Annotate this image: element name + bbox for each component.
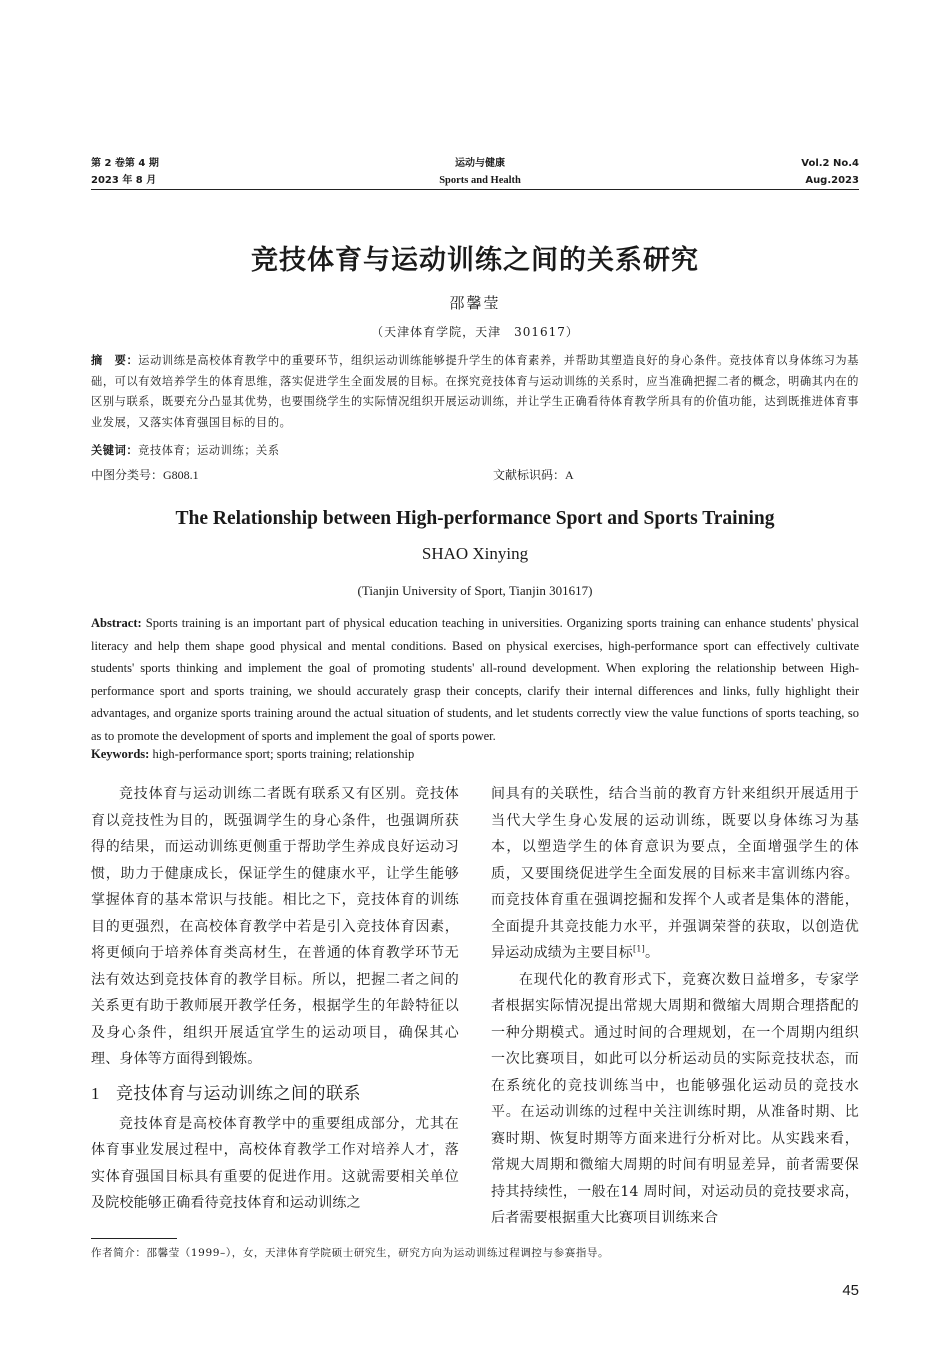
volume-issue-en: Vol.2 No.4	[801, 158, 859, 169]
date-en: Aug.2023	[805, 175, 859, 186]
date-cn: 2023 年 8 月	[91, 175, 157, 186]
author-footnote: 作者简介：邵馨莹（1999–），女，天津体育学院硕士研究生，研究方向为运动训练过程调控与参赛指导。	[91, 1247, 610, 1259]
keywords-en	[91, 747, 414, 762]
paper-title-en: The Relationship between High-performance Sport and Sports Training	[175, 508, 775, 529]
document-code-label: 文献标识码：	[493, 468, 566, 482]
intro-paragraph: 竞技体育与运动训练二者既有联系又有区别。竞技体育以竞技性为目的，既强调学生的身心条件，也强调所获得的结果，而运动训练更侧重于帮助学生养成良好运动习惯，助力于健康成长，保证学生的健康水平，让学生能够掌握体育的基本常识与技能。相比之下，竞技体育的训练目的更强烈，在高校体育教学中若是引入竞技体育因素，将更倾向于培养体育类高材生，在普通的体育教学环节无法有效达到竞技体育的教学目标。所以，把握二者之间的关系更有助于教师展开教学任务，根据学生的年龄特征以及身心条件，组织开展适宜学生的运动项目，确保其心理、身体等方面得到锻炼。	[91, 786, 459, 1067]
affiliation-en: (Tianjin University of Sport, Tianjin 301617)	[357, 583, 593, 598]
header-left	[91, 155, 159, 189]
abstract-en-label: Abstract:	[91, 616, 142, 630]
running-header	[91, 155, 859, 189]
section1-paragraph2: 在现代化的教育形式下，竞赛次数日益增多，专家学者根据实际情况提出常规大周期和微缩大周期合理搭配的一种分期模式。通过时间的合理规划，在一个周期内组织一次比赛项目，如此可以分析运动员的实际竞技状态，而在系统化的竞技训练当中，也能够强化运动员的竞技水平。在运动训练的过程中关注训练时期，从准备时期、比赛时期、恢复时期等方面来进行分析对比。从实践来看，常规大周期和微缩大周期的时间有明显差异，前者需要保持其持续性，一般在14 周时间，对运动员的竞技要求高，后者需要根据重大比赛项目训练来合	[491, 971, 859, 1226]
author-name-cn: 邵馨莹	[449, 294, 501, 312]
paper-title-cn: 竞技体育与运动训练之间的关系研究	[251, 245, 699, 276]
page-number: 45	[842, 1282, 859, 1299]
keywords-en-text: high-performance sport; sports training; relationship	[152, 747, 415, 761]
abstract-cn-label: 摘 要：	[91, 354, 139, 367]
abstract-cn	[91, 351, 859, 433]
header-rule	[91, 189, 859, 190]
section1-paragraph1-end: 。	[644, 945, 660, 961]
classification-label: 中图分类号：	[91, 468, 164, 482]
abstract-cn-text: 运动训练是高校体育教学中的重要环节，组织运动训练能够提升学生的体育素养，并帮助其塑造良好的身心条件。竞技体育以身体练习为基础，可以有效培养学生的体育思维，落实促进学生全面发展的目标。在探究竞技体育与运动训练的关系时，应当准确把握二者的概念，明确其内在的区别与联系，既要充分凸显其优势，也要围绕学生的实际情况组织开展运动训练，并让学生正确看待体育教学所具有的价值功能，达到既推进体育事业发展，又落实体育强国目标的目的。	[91, 354, 859, 429]
section1-paragraph1-part1: 竞技体育是高校体育教学中的重要组成部分，尤其在体育事业发展过程中，高校体育教学工作对培养人才，落实体育强国目标具有重要的促进作用。这就需要相关单位及院校能够正确看待竞技体育和运动训练之	[91, 1115, 459, 1211]
body-column-left	[91, 781, 459, 1217]
document-code	[493, 466, 574, 483]
abstract-en-text: Sports training is an important part of physical education teaching in universities. Organizing sports training can enhance students' physical literacy and help them shape good physical and mental conditions. Based on physical exercises, high-performance sport can effectively cultivate students' sports thinking and implement the goal of promoting students' all-round development. When exploring the relationship between High-performance sport and sports training, we should accurately grasp their concepts, clarify their internal differences and links, fully highlight their advantages, and organize sports training around the actual situation of students, and let students correctly view the value functions of sports teaching, so as to promote the development of sports and implement the goal of sports power.	[91, 616, 860, 743]
section-number: 1	[91, 1083, 100, 1103]
classification-number	[91, 466, 199, 483]
keywords-cn	[91, 441, 280, 461]
citation-ref-1: [1]	[633, 944, 645, 954]
header-center	[439, 155, 521, 189]
journal-name-cn: 运动与健康	[455, 158, 506, 169]
keywords-cn-text: 竞技体育；运动训练；关系	[138, 444, 280, 457]
keywords-en-label: Keywords:	[91, 747, 150, 761]
header-right	[801, 155, 859, 189]
section1-paragraph1-part2	[491, 781, 859, 967]
footnote-rule	[91, 1238, 177, 1239]
volume-issue-cn: 第 2 卷第 4 期	[91, 158, 159, 169]
section-title: 竞技体育与运动训练之间的联系	[116, 1083, 361, 1104]
affiliation-cn: （天津体育学院，天津 301617）	[371, 325, 579, 339]
journal-name-en: Sports and Health	[439, 175, 521, 186]
section-heading-1	[91, 1081, 459, 1107]
section1-paragraph1-text: 间具有的关联性，结合当前的教育方针来组织开展适用于当代大学生身心发展的运动训练，既要以身体练习为基本，以塑造学生的体育意识为要点，全面增强学生的体质，又要围绕促进学生全面发展的目标来丰富训练内容。而竞技体育重在强调挖掘和发挥个人或者是集体的潜能，全面提升其竞技能力水平，并强调荣誉的获取，以创造优异运动成绩为主要目标	[491, 786, 859, 961]
abstract-en	[91, 612, 859, 747]
classification-value: G808.1	[163, 468, 199, 482]
body-column-right	[491, 781, 859, 1232]
author-name-en: SHAO Xinying	[421, 544, 529, 563]
keywords-cn-label: 关键词：	[91, 444, 139, 457]
document-code-value: A	[565, 468, 574, 482]
